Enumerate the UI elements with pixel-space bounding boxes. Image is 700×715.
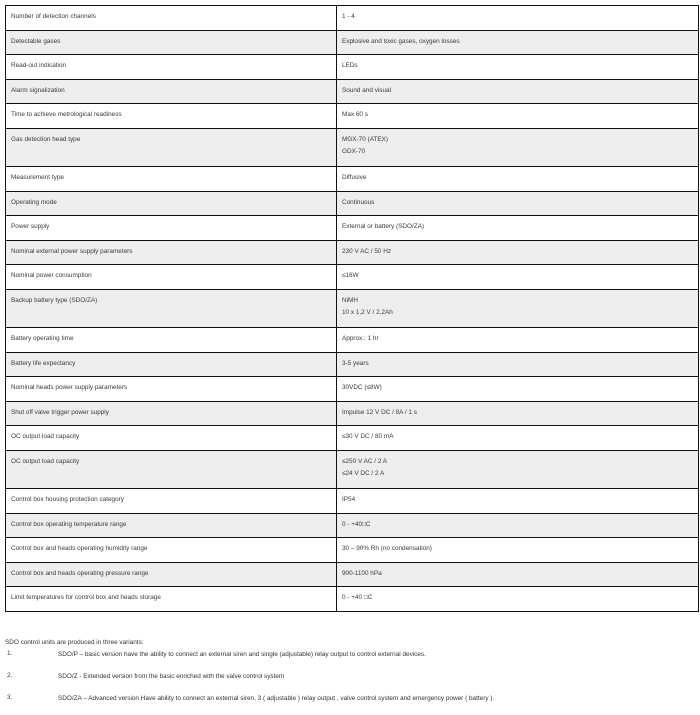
spec-row (6, 488, 699, 513)
spec-key: Backup battery type (SDO/ZA) (11, 296, 98, 304)
spec-value: 30VDC (≤8W) (342, 384, 382, 392)
spec-row (6, 538, 699, 563)
spec-key: Measurement type (11, 173, 64, 181)
variant-item (5, 671, 695, 693)
spec-value-cell (337, 426, 699, 451)
spec-row (6, 513, 699, 538)
spec-value-cell (337, 104, 699, 129)
variant-item (5, 693, 695, 715)
spec-value: LEDs (342, 62, 358, 70)
spec-key-cell (6, 513, 337, 538)
variants-section (5, 638, 695, 715)
spec-row (6, 562, 699, 587)
spec-row (6, 128, 699, 166)
spec-key: Number of detection channels (11, 13, 96, 20)
spec-row (6, 6, 699, 31)
spec-value: ≤30 V DC / 80 mA (342, 433, 394, 441)
spec-key: Limit temperatures for control box and heads storage (11, 594, 161, 602)
spec-key-cell (6, 450, 337, 488)
spec-value-cell (337, 327, 699, 352)
spec-value: ≤24 V DC / 2 A (342, 469, 385, 477)
spec-key: Operating mode (11, 198, 57, 206)
variant-number: 1. (7, 650, 13, 657)
spec-value-cell (337, 79, 699, 104)
spec-key-cell (6, 562, 337, 587)
spec-row (6, 216, 699, 241)
spec-value: NiMH (342, 296, 358, 304)
variants-list (5, 649, 695, 715)
spec-row (6, 377, 699, 402)
spec-value-cell (337, 191, 699, 216)
spec-key-cell (6, 128, 337, 166)
spec-key: Time to achieve metrological readiness (11, 111, 122, 119)
spec-key-cell (6, 401, 337, 426)
spec-value: 900-1100 hPa (342, 569, 382, 577)
spec-key-cell (6, 30, 337, 55)
spec-key: Read-out indication (11, 62, 67, 70)
spec-key-cell (6, 327, 337, 352)
spec-value-cell (337, 289, 699, 327)
spec-key: Control box and heads operating pressure range (11, 569, 149, 577)
spec-key: Battery life expectancy (11, 359, 76, 367)
spec-value-cell (337, 450, 699, 488)
variant-text: SDO/ZA – Advanced version Have ability to connect an external siren, 3 ( adjustable ) relay output , valve control system and emergency power ( battery ). (58, 695, 495, 702)
spec-value: Diffusive (342, 173, 367, 181)
spec-key-cell (6, 587, 337, 612)
spec-key-cell (6, 538, 337, 563)
spec-value-cell (337, 240, 699, 265)
spec-value: Sound and visual (342, 86, 392, 94)
spec-key-cell (6, 79, 337, 104)
spec-key: Nominal power consumption (11, 272, 92, 280)
spec-row (6, 450, 699, 488)
variant-number: 3. (7, 694, 13, 701)
spec-key-cell (6, 289, 337, 327)
spec-row (6, 79, 699, 104)
spec-value-cell (337, 562, 699, 587)
spec-value: Max 60 s (342, 111, 368, 119)
spec-key: Control box operating temperature range (11, 520, 127, 528)
spec-value-cell (337, 401, 699, 426)
spec-key-cell (6, 191, 337, 216)
spec-key: Control box and heads operating humidity range (11, 545, 148, 553)
spec-key-cell (6, 352, 337, 377)
spec-row (6, 327, 699, 352)
spec-key-cell (6, 166, 337, 191)
spec-key-cell (6, 377, 337, 402)
spec-value-cell (337, 6, 699, 31)
spec-row (6, 401, 699, 426)
spec-key: Nominal external power supply parameters (11, 247, 133, 255)
spec-key-cell (6, 216, 337, 241)
spec-value: Explosive and toxic gases, oxygen losses (342, 37, 460, 45)
variant-text: SDO/Z - Extended version from the basic enriched with the valve control system (58, 673, 285, 680)
spec-value-cell (337, 513, 699, 538)
spec-key-cell (6, 240, 337, 265)
spec-value-cell (337, 587, 699, 612)
spec-value-cell (337, 30, 699, 55)
spec-value: Impulse 12 V DC / 8A / 1 s (342, 408, 417, 416)
spec-value: External or battery (SDO/ZA) (342, 223, 425, 231)
spec-value: MGX-70 (ATEX) (342, 135, 389, 143)
spec-key-cell (6, 104, 337, 129)
spec-row (6, 104, 699, 129)
spec-key-cell (6, 426, 337, 451)
spec-value: 30 – 90% Rh (no condensation) (342, 545, 432, 553)
spec-value: ≤16W (342, 272, 359, 280)
spec-key-cell (6, 488, 337, 513)
spec-key-cell (6, 265, 337, 290)
spec-row (6, 191, 699, 216)
spec-row (6, 30, 699, 55)
spec-value: 3-5 years (342, 359, 369, 367)
variant-item (5, 649, 695, 671)
spec-key: OC output load capacity (11, 457, 80, 465)
spec-value-cell (337, 538, 699, 563)
spec-key: Alarm signalization (11, 86, 65, 94)
spec-row (6, 265, 699, 290)
spec-value: GDX-70 (342, 147, 366, 155)
spec-key-cell (6, 6, 337, 31)
spec-value-cell (337, 55, 699, 80)
variant-text: SDO/P – basic version have the ability to connect an external siren and single (adjustable) relay output to control external devices. (58, 651, 426, 658)
spec-value: ≤250 V AC / 2 A (342, 457, 388, 465)
spec-value-cell (337, 265, 699, 290)
spec-value: 10 x 1,2 V / 2,2Ah (342, 308, 393, 316)
specification-table-body (6, 6, 699, 612)
spec-key: Shut off valve trigger power supply (11, 408, 109, 416)
spec-value-cell (337, 488, 699, 513)
spec-value: Approx.: 1 hr (342, 334, 379, 342)
spec-row (6, 166, 699, 191)
spec-key: Power supply (11, 223, 50, 231)
spec-value: 1 - 4 (342, 13, 355, 20)
spec-row (6, 240, 699, 265)
spec-key: Detectable gases (11, 37, 61, 45)
spec-row (6, 426, 699, 451)
spec-key: OC output load capacity (11, 433, 80, 441)
spec-row (6, 289, 699, 327)
variants-intro: SDO control units are produced in three variants: (5, 639, 144, 646)
spec-value: 230 V AC / 50 Hz (342, 247, 392, 255)
spec-key: Control box housing protection category (11, 495, 124, 503)
specification-table (5, 5, 699, 612)
spec-value-cell (337, 128, 699, 166)
spec-value: Continuous (342, 198, 375, 206)
spec-key: Nominal heads power supply parameters (11, 384, 128, 392)
spec-value-cell (337, 377, 699, 402)
spec-value: 0 - +40 □C (342, 594, 373, 602)
spec-key: Battery operating time (11, 334, 74, 342)
spec-row (6, 587, 699, 612)
spec-key-cell (6, 55, 337, 80)
spec-value: IP54 (342, 495, 356, 503)
spec-value-cell (337, 216, 699, 241)
spec-value-cell (337, 166, 699, 191)
spec-row (6, 55, 699, 80)
spec-key: Gas detection head type (11, 135, 81, 143)
variant-number: 2. (7, 672, 13, 679)
spec-value-cell (337, 352, 699, 377)
spec-value: 0 - +40□C (342, 520, 371, 528)
spec-row (6, 352, 699, 377)
